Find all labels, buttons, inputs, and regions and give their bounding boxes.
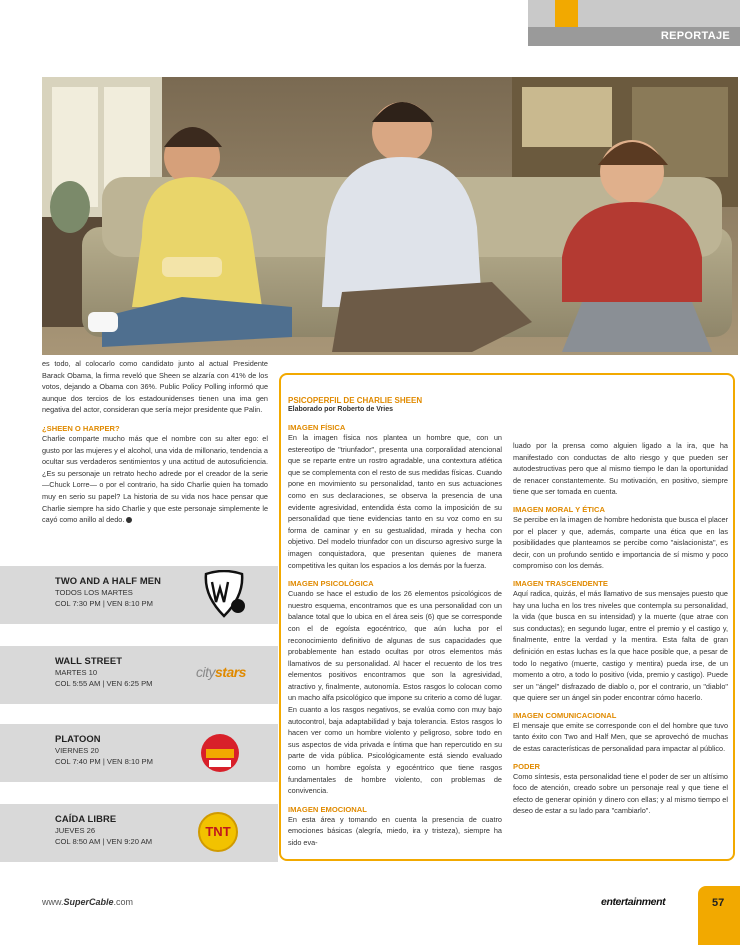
listing-platoon [0, 724, 278, 782]
warner-bros-tv-logo [202, 570, 246, 625]
col1-heading-3: IMAGEN EMOCIONAL [288, 804, 367, 814]
listing-schedule-time: COL 7:30 PM | VEN 8:10 PM [55, 599, 153, 608]
section-label: REPORTAJE [660, 30, 730, 42]
tnt-logo: TNT [198, 812, 238, 852]
listing-schedule-time: COL 5:55 AM | VEN 6:25 PM [55, 679, 153, 688]
end-mark-icon [126, 517, 132, 523]
col2-heading-3: IMAGEN COMUNICACIONAL [513, 710, 617, 720]
page-number-tab [698, 886, 740, 945]
cast-photo [42, 77, 738, 355]
left-paragraph-1: es todo, al colocarlo como candidato junto al actual Presidente Barack Obama, la firma reveló que Sheen se alzaría con 41% de los votos, dejando a Obama con 36%. Public Policy Polling informó que aunque dos tercios de los estadounidenses tienen una ima gen negativa del actor, consideran que sería mejor presidente que Palin. [42, 359, 268, 415]
listing-schedule-time: COL 7:40 PM | VEN 8:10 PM [55, 757, 153, 766]
left-heading: ¿SHEEN O HARPER? [42, 423, 120, 433]
listing-two-and-a-half-men [0, 566, 278, 624]
footer-url-suffix: .com [113, 897, 134, 907]
col1-heading-2: IMAGEN PSICOLÓGICA [288, 579, 374, 589]
box-subtitle: Elaborado por Roberto de Vries [288, 406, 394, 413]
col1-text-3: En esta área y tomando en cuenta la presencia de cuatro emociones básicas (alegría, miedo, ira y tristeza), siempre ha sido eva- [288, 814, 502, 847]
listing-schedule-time: COL 8:50 AM | VEN 9:20 AM [55, 837, 153, 846]
box-column-1 [288, 396, 502, 849]
col1-heading-1: IMAGEN FÍSICA [288, 423, 346, 432]
listing-title: WALL STREET [55, 655, 123, 666]
listing-title: TWO AND A HALF MEN [55, 575, 161, 586]
col2-text-2: Aquí radica, quizás, el más llamativo de sus mensajes puesto que hay una lucha en los tres niveles que contempla su personalidad, la vida (que busca en su intensidad) y la muerte (que atrae con sus conductas); en segundo lugar, entre el premio y el castigo y, finalmente, entre la verdad y la mentira. Esta falta de gran definición en estas luchas es la que hace posible que, a pesar de todo lo negativo (muerte, castigo y mentira) pueda irse, de un momento a otro, a todo lo positivo (vida, premio y castigo). Puede ser un "ángel" disfrazado de diablo o, por el contrario, un "diablo" que quiere ser un ángel sin poder encontrar cómo hacerlo. [513, 588, 728, 703]
footer-url[interactable] [42, 897, 133, 907]
listing-title: PLATOON [55, 733, 101, 744]
listing-schedule-day: VIERNES 20 [55, 746, 99, 755]
footer-brand-logo: entertainment [601, 896, 666, 908]
page-number: 57 [712, 897, 725, 909]
listing-wall-street [0, 646, 278, 704]
box-column-2 [513, 440, 728, 817]
listing-title: CAÍDA LIBRE [55, 813, 117, 824]
col2-intro: luado por la prensa como alguien ligado a la ira, que ha manifestado con conductas de alto riesgo y que pueden ser autodestructivas pero que al mismo tiempo le dan la oportunidad de renacer constantemente. Su motivación, en positivo, siempre tiene que ser tomada en cuenta. [513, 441, 728, 497]
film-zone-logo [200, 733, 240, 778]
listing-schedule-day: MARTES 10 [55, 668, 98, 677]
cast-photo-illustration [42, 77, 738, 355]
left-paragraph-2 [42, 433, 268, 526]
col2-heading-4: PODER [513, 761, 541, 771]
left-paragraph-2-text: Charlie comparte mucho más que el nombre con su alter ego: el gusto por las mujeres y el alcohol, una vida de millonario, tendencia a ocultar sus verdaderos sentimientos y una actitud de autosuficiencia. ¿Es su personaje un retrato hecho adrede por el creador de la serie —Chuck Lorre— o por el contrario, ha sido Charlie quien ha tomado muy en serio su papel? La historia de su vida nos hace pensar que Charlie siempre ha sido Charlie y que este personaje simplemente le cayó como anillo al dedo. [42, 433, 268, 525]
col1-text-2: Cuando se hace el estudio de los 26 elementos psicológicos de nuestro esquema, encontramos que es una personalidad con un balance total que lo ubica en el área seis (6) que se corresponde con el de egoísta egocéntrico, que aún lucha por el reconocimiento definitivo de algunas de sus capacidades que probablemente han estado ocultas por otros elementos más llamativos de su personalidad. Al hacer el recuento de los tres elementos positivos encontramos que son la agresividad, atractivo y, finalmente, autonomía. Estos rasgos lo colocan como un macho alfa psicológico que impone su criterio a como dé lugar. En cuanto a los rasgos negativos, se evalúa como con muy bajo autocontrol, baja adaptabilidad y baja tolerancia. Estos rasgos lo hacen ver como un hombre violento y peligroso, sobre todo en sus aspectos de vida privada e íntima que han repercutido en su parte de vida pública. Psicológicamente está siendo evaluado como un hombre egoísta y egocéntrico que tiene rasgos fundamentales de hombre violento, con problemas de convivencia. [288, 589, 502, 796]
box-title: PSICOPERFIL DE CHARLIE SHEEN [288, 396, 423, 405]
col2-text-1: Se percibe en la imagen de hombre hedonista que busca el placer por el placer y que, además, comparte una ética que en las posibilidades que planteamos se percibe como "aislacionista", es decir, con un profundo sentido e importancia de sí mismo y poco compromiso con los demás. [513, 514, 728, 571]
col2-text-4: Como síntesis, esta personalidad tiene el poder de ser un altísimo foco de atención, creado sobre un personaje real y que tiene el efecto de generar opinión y dinero con ellas; y al mismo tiempo el deseo de estar a su lado para "cambiarlo". [513, 771, 728, 816]
col2-heading-2: IMAGEN TRASCENDENTE [513, 578, 608, 588]
listing-schedule-day: TODOS LOS MARTES [55, 588, 133, 597]
col2-text-3: El mensaje que emite se corresponde con el del hombre que tuvo tanto éxito con Two and Half Men, que se aprovechó de muchas de estas características de personalidad para impactar al público. [513, 720, 728, 754]
footer-url-brand: SuperCable [63, 897, 114, 907]
citystars-logo-stars: stars [215, 664, 246, 680]
listing-schedule-day: JUEVES 26 [55, 826, 96, 835]
col2-heading-1: IMAGEN MORAL Y ÉTICA [513, 504, 605, 514]
listing-caida-libre [0, 804, 278, 862]
citystars-logo [196, 664, 246, 680]
footer-url-prefix: www. [42, 897, 64, 907]
left-column [42, 358, 268, 526]
col1-text-1: En la imagen física nos plantea un hombre que, con un estereotipo de "triunfador", presenta una corporalidad atencional que se reparte entre un rostro agradable, una contextura atlética que se complementa con el resto de sus medidas físicas. Cuando pone en movimiento su personalidad, tanto en sus actuaciones como en sus declaraciones, se observa la presencia de una evidente agresividad, entendida ésta como la imposición de su personalidad que tiene evidencias tanto en su voz como en su forma de caminar y en su gestualidad, mirada y hecha con objetivo. Del modelo triunfador con un discurso agresivo surge la imagen conquistadora, que presentan quienes de manera competitiva les quitan los espacios a los demás por la fuerza. [288, 433, 502, 570]
citystars-logo-city: city [196, 664, 215, 680]
